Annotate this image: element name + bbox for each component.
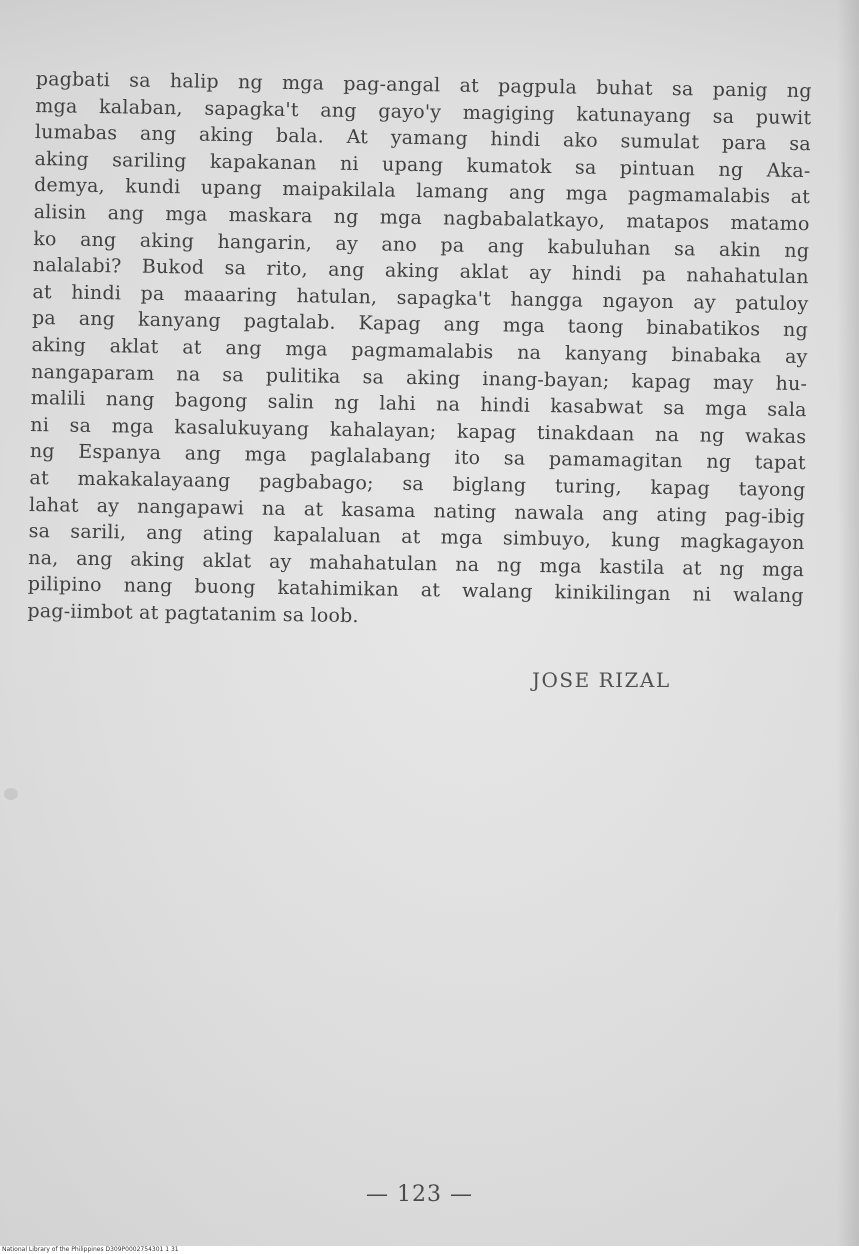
body-paragraph bbox=[27, 66, 812, 637]
text-line: nalalabi? Bukod sa rito, ang aking aklat ay hindi pa nahahatulan bbox=[32, 254, 809, 289]
text-line: ni sa mga kasalukuyang kahalayan; kapag tinakdaan na ng wakas bbox=[30, 413, 807, 448]
text-line: ng Espanya ang mga paglalabang ito sa pamamagitan ng tapat bbox=[29, 440, 807, 475]
text-line: alisin ang mga maskara ng mga nagbabalatkayo, matapos matamo bbox=[33, 200, 810, 236]
scan-footer bbox=[0, 1246, 859, 1254]
author-signature: JOSE RIZAL bbox=[532, 668, 671, 692]
page-number: — 123 — bbox=[366, 1182, 473, 1207]
text-line: sa sarili, ang ating kapalaluan at mga simbuyo, kung magkagayon bbox=[28, 520, 805, 555]
text-line: pa ang kanyang pagtalab. Kapag ang mga taong binabatikos ng bbox=[31, 307, 809, 342]
text-line: lahat ay nangapawi na at kasama nating nawala ang ating pag-ibig bbox=[28, 493, 806, 528]
text-line: lumabas ang aking bala. At yamang hindi ako sumulat para sa bbox=[34, 121, 812, 156]
text-line: at hindi pa maaaring hatulan, sapagka't hangga ngayon ay patuloy bbox=[32, 280, 809, 315]
text-line: nangaparam na sa pulitika sa aking inang-bayan; kapag may hu- bbox=[31, 360, 808, 395]
text-line: demya, kundi upang maipakilala lamang ang mga pagmamalabis at bbox=[33, 174, 811, 209]
text-line: aking sariling kapakanan ni upang kumatok sa pintuan ng Aka- bbox=[34, 147, 811, 182]
text-line: mga kalaban, sapagka't ang gayo'y magiging katunayang sa puwit bbox=[35, 94, 812, 129]
text-line: malili nang bagong salin ng lahi na hindi kasabwat sa mga sala bbox=[30, 387, 807, 422]
text-line: ko ang aking hangarin, ay ano pa ang kabuluhan sa akin ng bbox=[33, 227, 810, 262]
text-line: pag-iimbot at pagtatanim sa loob. bbox=[27, 599, 359, 628]
page-edge-shadow bbox=[837, 0, 859, 1254]
text-line: pagbati sa halip ng mga pag-angal at pagpula buhat sa panig ng bbox=[35, 67, 812, 103]
text-line: aking aklat at ang mga pagmamalabis na kanyang binabaka ay bbox=[31, 333, 808, 369]
text-line: na, ang aking aklat ay mahahatulan na ng mga kastila at ng mga bbox=[28, 546, 805, 581]
paper-smudge bbox=[4, 788, 18, 800]
text-line: at makakalayaang pagbabago; sa biglang turing, kapag tayong bbox=[29, 466, 806, 502]
scan-footer-text: National Library of the Philippines D309P0002754301 1 31 bbox=[2, 1246, 179, 1253]
text-line: pilipino nang buong katahimikan at walang kinikilingan ni walang bbox=[27, 573, 804, 608]
